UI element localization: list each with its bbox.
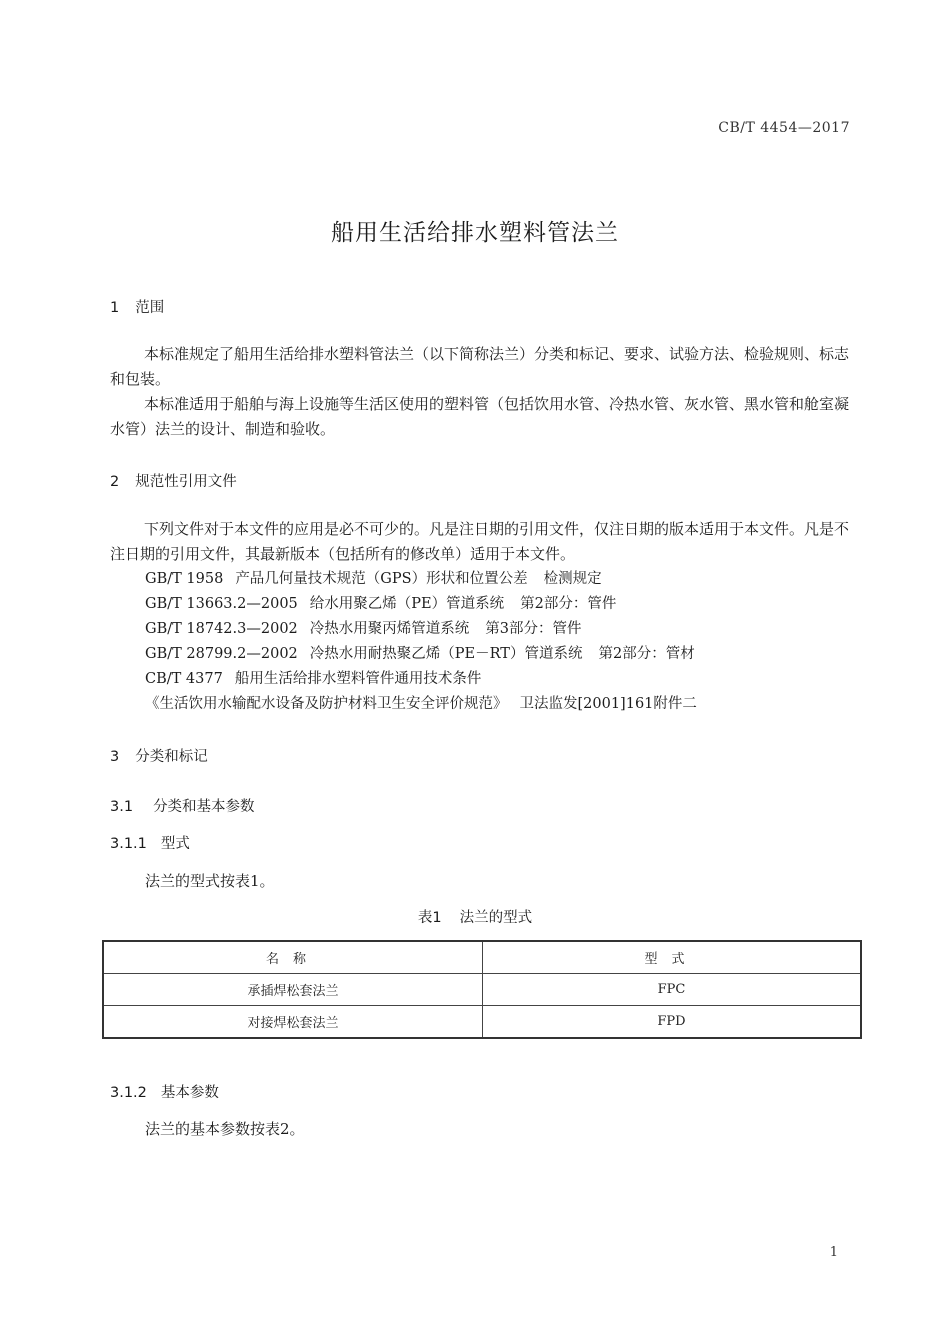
section-title: 分类和标记 <box>135 749 208 765</box>
section-title: 基本参数 <box>160 1085 219 1101</box>
section-3-1-1-text: 法兰的型式按表1。 <box>145 872 275 890</box>
section-1-paragraph-1: 本标准规定了船用生活给排水塑料管法兰（以下简称法兰）分类和标记、要求、试验方法、检验规则、标志和包装。 <box>110 345 850 388</box>
section-title: 型式 <box>160 836 190 852</box>
section-number: 3.1 <box>110 799 134 815</box>
section-number: 3.1.2 <box>110 1085 147 1101</box>
standard-code: CB/T 4454—2017 <box>718 120 850 136</box>
section-title: 规范性引用文件 <box>135 474 237 490</box>
section-3-1-heading <box>110 795 255 816</box>
flange-type-table <box>102 940 862 1039</box>
section-2-heading <box>110 470 237 491</box>
table-title: 法兰的型式 <box>459 910 533 926</box>
table-number: 表1 <box>417 910 442 926</box>
table-1-caption <box>0 906 950 927</box>
section-3-1-2-heading <box>110 1081 219 1102</box>
section-3-1-2-text: 法兰的基本参数按表2。 <box>145 1120 305 1138</box>
reference-item: GB/T 28799.2—2002 冷热水用耐热聚乙烯（PE－RT）管道系统 第2部分：管材 <box>145 646 695 662</box>
section-3-heading <box>110 745 208 766</box>
section-number: 1 <box>110 300 120 316</box>
table-row <box>103 974 861 1006</box>
section-number: 3.1.1 <box>110 836 147 852</box>
table-cell: 承插焊松套法兰 <box>103 974 483 1006</box>
reference-item: CB/T 4377 船用生活给排水塑料管件通用技术条件 <box>145 671 482 687</box>
section-1-paragraph-2: 本标准适用于船舶与海上设施等生活区使用的塑料管（包括饮用水管、冷热水管、灰水管、黑水管和舱室凝水管）法兰的设计、制造和验收。 <box>110 395 850 438</box>
reference-item: GB/T 18742.3—2002 冷热水用聚丙烯管道系统 第3部分：管件 <box>145 621 582 637</box>
section-title: 范围 <box>135 300 165 316</box>
table-row <box>103 1006 861 1039</box>
table-cell: FPC <box>483 974 862 1006</box>
table-header-row <box>103 941 861 974</box>
section-1-heading <box>110 296 164 317</box>
section-title: 分类和基本参数 <box>153 799 255 815</box>
header-cell-type: 型式 <box>483 941 862 974</box>
reference-item: 《生活饮用水输配水设备及防护材料卫生安全评价规范》 卫法监发[2001]161附件二 <box>145 696 697 712</box>
section-2-paragraph: 下列文件对于本文件的应用是必不可少的。凡是注日期的引用文件，仅注日期的版本适用于本文件。凡是不注日期的引用文件，其最新版本（包括所有的修改单）适用于本文件。 <box>110 520 850 563</box>
header-cell-name: 名称 <box>103 941 483 974</box>
section-number: 3 <box>110 749 120 765</box>
table-cell: 对接焊松套法兰 <box>103 1006 483 1039</box>
table-cell: FPD <box>483 1006 862 1039</box>
reference-item: GB/T 13663.2—2005 给水用聚乙烯（PE）管道系统 第2部分：管件 <box>145 596 617 612</box>
document-title: 船用生活给排水塑料管法兰 <box>331 220 619 246</box>
page-number: 1 <box>829 1245 838 1260</box>
section-number: 2 <box>110 474 120 490</box>
reference-item: GB/T 1958 产品几何量技术规范（GPS）形状和位置公差 检测规定 <box>145 571 602 587</box>
section-3-1-1-heading <box>110 832 190 853</box>
